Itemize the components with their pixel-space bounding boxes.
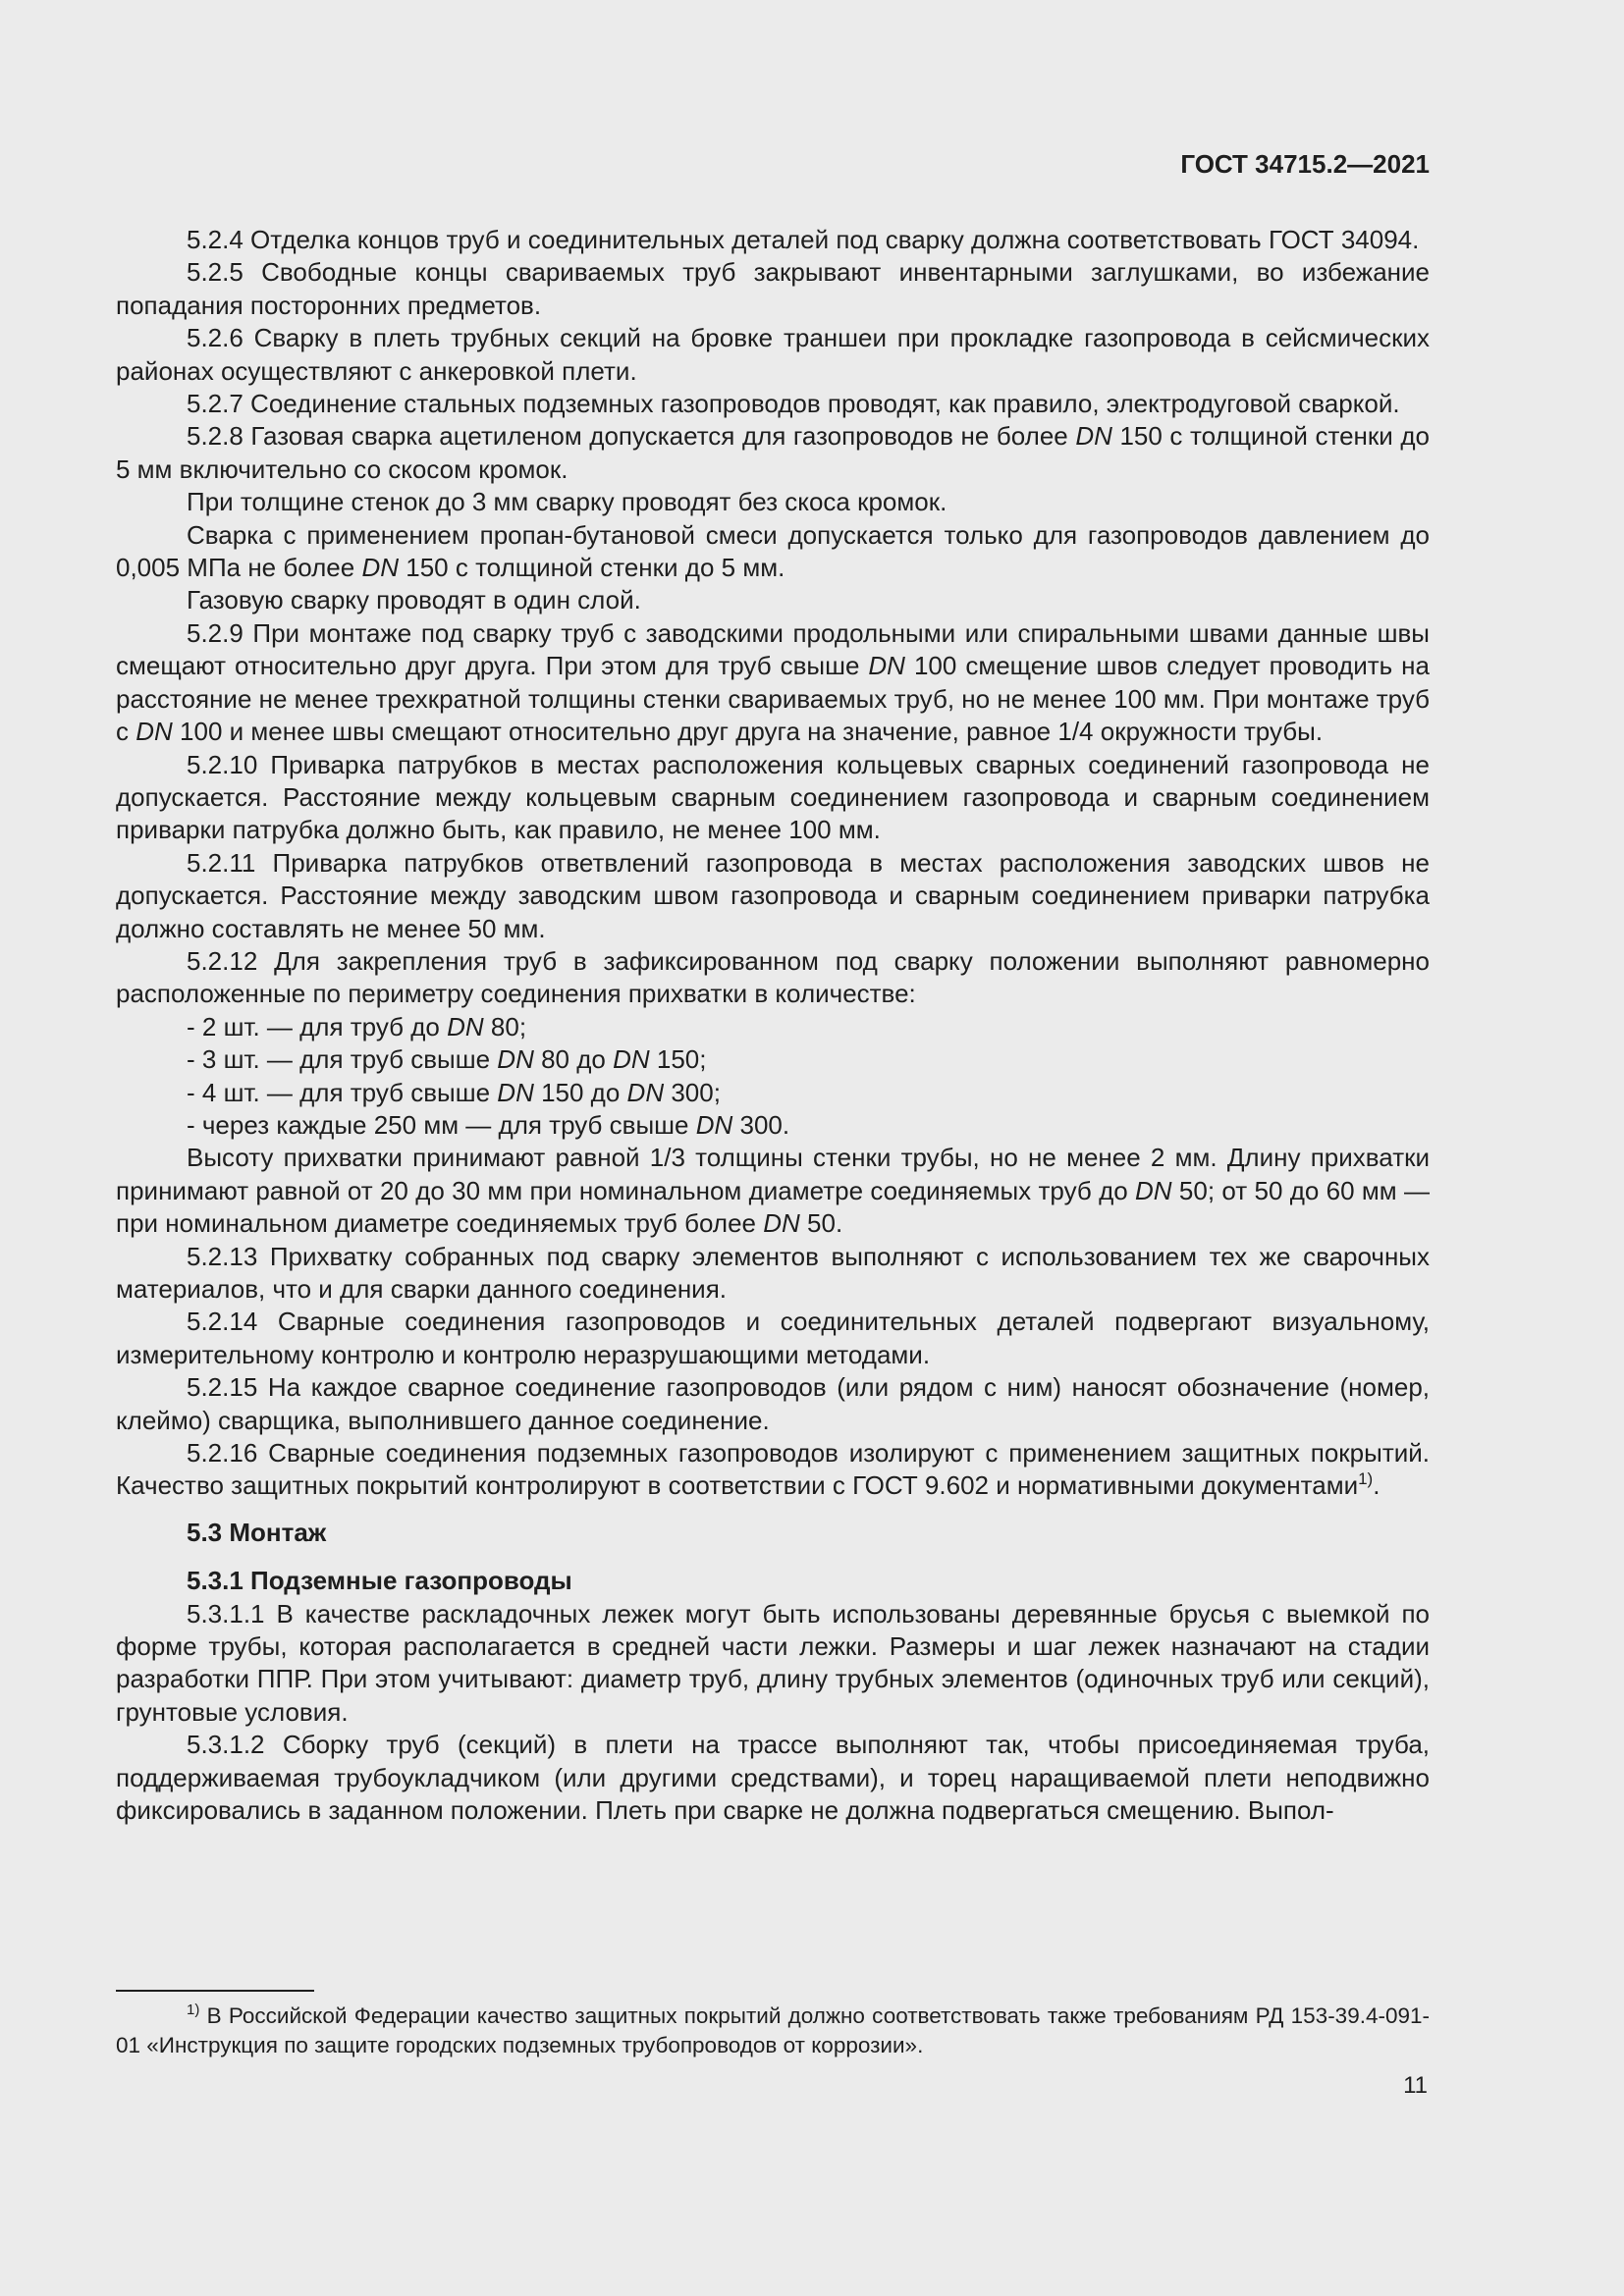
list-item: - 2 шт. — для труб до DN 80; <box>187 1011 527 1041</box>
paragraph-5-2-14: 5.2.14 Сварные соединения газопроводов и соединительных деталей подвергают визуальному, измерительному контролю и контролю неразрушающими методами. <box>116 1307 1430 1369</box>
paragraph-5-2-13: 5.2.13 Прихватку собранных под сварку элементов выполняют с использованием тех же сварочных материалов, что и для сварки данного соединения. <box>116 1241 1430 1304</box>
paragraph-5-2-7: 5.2.7 Соединение стальных подземных газопроводов проводят, как правило, электродуговой сваркой. <box>187 389 1400 419</box>
list-item: - 4 шт. — для труб свыше DN 150 до DN 300; <box>187 1077 721 1107</box>
footnote <box>116 2002 1430 2060</box>
document-code-header: ГОСТ 34715.2—2021 <box>1180 149 1430 179</box>
paragraph-5-2-5: 5.2.5 Свободные концы свариваемых труб закрывают инвентарными заглушками, во избежание попадания посторонних предметов. <box>116 257 1430 320</box>
paragraph-5-2-4: 5.2.4 Отделка концов труб и соединительных деталей под сварку должна соответствовать ГОСТ 34094. <box>187 225 1420 254</box>
section-heading-5-3-1: 5.3.1 Подземные газопроводы <box>187 1566 572 1596</box>
footnote-reference[interactable]: 1) <box>1358 1469 1374 1489</box>
paragraph-5-2-15: 5.2.15 На каждое сварное соединение газопроводов (или рядом с ним) наносят обозначение (номер, клеймо) сварщика, выполнившего данное соединение. <box>116 1372 1430 1435</box>
paragraph-5-2-16: 5.2.16 Сварные соединения подземных газопроводов изолируют с применением защитных покрытий. Качество защитных покрытий контролируют в соответствии с ГОСТ 9.602 и нормативными документами$^{1)}$. <box>116 1438 1430 1501</box>
paragraph-5-2-8: 5.2.8 Газовая сварка ацетиленом допускается для газопроводов не более DN 150 с толщиной стенки до 5 мм включительно со скосом кромок. <box>116 421 1430 484</box>
paragraph-5-2-8-propane: Сварка с применением пропан-бутановой смеси допускается только для газопроводов давлением до 0,005 МПа не более DN 150 с толщиной стенки до 5 мм. <box>116 519 1430 583</box>
section-heading-5-3: 5.3 Монтаж <box>187 1517 327 1547</box>
paragraph-5-2-8-thin-walls: При толщине стенок до 3 мм сварку проводят без скоса кромок. <box>187 487 947 517</box>
paragraph-5-2-6: 5.2.6 Сварку в плеть трубных секций на бровке траншеи при прокладке газопровода в сейсмических районах осуществляют с анкеровкой плети. <box>116 323 1430 386</box>
paragraph-tack-height: Высоту прихватки принимают равной 1/3 толщины стенки трубы, но не менее 2 мм. Длину прихватки принимают равной от 20 до 30 мм при номинальном диаметре соединяемых труб до DN 50; от 50 до 60 мм — при номинальном диаметре соединяемых труб более DN 50. <box>116 1143 1430 1239</box>
paragraph-5-3-1-1: 5.3.1.1 В качестве раскладочных лежек могут быть использованы деревянные брусья с выемкой по форме трубы, которая располагается в средней части лежки. Размеры и шаг лежек назначают на стадии разработки ППР. При этом учитывают: диаметр труб, длину трубных элементов (одиночных труб или секций), грунтовые условия. <box>116 1598 1430 1727</box>
page-number: 11 <box>1403 2072 1428 2099</box>
paragraph-5-2-11: 5.2.11 Приварка патрубков ответвлений газопровода в местах расположения заводских швов не допускается. Расстояние между заводским швом газопровода и сварным соединением приварки патрубка должно составлять не менее 50 мм. <box>116 847 1430 943</box>
paragraph-5-2-12: 5.2.12 Для закрепления труб в зафиксированном под сварку положении выполняют равномерно расположенные по периметру соединения прихватки в количестве: <box>116 945 1430 1009</box>
footnote-text: В Российской Федерации качество защитных покрытий должно соответствовать также требованиям РД 153-39.4-091-01 «Инструкция по защите городских подземных трубопроводов от коррозии». <box>116 2003 1430 2057</box>
list-item: - 3 шт. — для труб свыше DN 80 до DN 150; <box>187 1044 707 1075</box>
paragraph-5-2-10: 5.2.10 Приварка патрубков в местах расположения кольцевых сварных соединений газопровода не допускается. Расстояние между кольцевым сварным соединением газопровода и сварным соединением приварки патрубка должно быть, как правило, не менее 100 мм. <box>116 749 1430 845</box>
list-item: - через каждые 250 мм — для труб свыше DN 300. <box>187 1109 790 1140</box>
paragraph-5-2-9: 5.2.9 При монтаже под сварку труб с заводскими продольными или спиральными швами данные швы смещают относительно друг друга. При этом для труб свыше DN 100 смещение швов следует проводить на расстояние не менее трехкратной толщины стенки свариваемых труб, но не менее 100 мм. При монтаже труб с DN 100 и менее швы смещают относительно друг друга на значение, равное 1/4 окружности трубы. <box>116 617 1431 747</box>
paragraph-5-3-1-2: 5.3.1.2 Сборку труб (секций) в плети на трассе выполняют так, чтобы присоединяемая труба, поддерживаемая трубоукладчиком (или другими средствами), и торец наращиваемой плети неподвижно фиксировались в заданном положении. Плеть при сварке не должна подвергаться смещению. Выпол- <box>116 1730 1430 1826</box>
footnote-mark: 1) <box>187 2002 200 2018</box>
footnote-separator <box>116 1990 314 1992</box>
page-body <box>116 224 1430 1828</box>
paragraph-5-2-8-single-layer: Газовую сварку проводят в один слой. <box>187 585 641 615</box>
